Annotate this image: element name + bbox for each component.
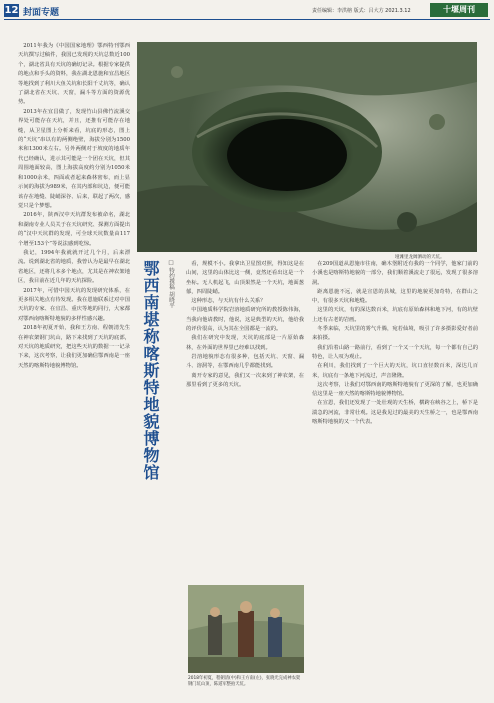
page-header [0, 0, 494, 20]
paragraph: 这次考察，让我们对鄂西南的喀斯特地貌有了更深的了解，也更加确信这里是一座天然的喀斯特地貌博物馆。 [312, 381, 478, 398]
paragraph: 中国地质科学院岩溶地质研究所的教授陈伟海，当我向他请教时，他说，这是典型的天坑，他给我的评价很高，认为其在全国都是一流的。 [186, 307, 304, 333]
paragraph: 在宣恩，我们还发现了一处壮观的天生桥，横跨在峡谷之上，桥下是湍急的河流，非常壮观。这是我见过的最美的天生桥之一，也是鄂西南喀斯特地貌的又一个代表。 [312, 400, 478, 426]
paragraph: 2013年在宜昌做了，发现竹山县佛竹流溪交界处可能存在天坑，并且，还推有可能存在地缝，从卫星图上分析来看，坑底的形态，图上的“天坑”串以有的两侧绝壁，海拔分别为1500米和1300米左右。另外两侧对于坡度的地质年代已经确认，进示其可能是一个团在天坑，但其周围地面较高，图上海拔高度约分别为1050米和1000余米，四面或者起来森林密布，而上显示间的海拔为989米，在其内部和坑边，便可能该存在地缝、陡峭深谷、后来，联起了两次，感觉只是个梦想。 [18, 108, 130, 209]
section-title: 封面专题 [23, 8, 60, 18]
paragraph: 冬季来临，天坑里的雾气升腾，宛若仙境，吸引了许多摄影爱好者前来拍摄。 [312, 326, 478, 342]
page-number: 12 [4, 5, 19, 16]
paragraph: 2018年初夏开始，我和王方南、程朝清先生在神农架钢门坑山，路下来找到了天坑的底部，对天坑的地质研究，把这些天坑的数据一一记录下来，这次考察，让我们更加确信鄂西南是一座天然的喀斯特地貌博物馆。 [18, 325, 130, 369]
left-column [18, 42, 130, 692]
title-block [139, 260, 179, 550]
paragraph: 距离恩施不远，就是宣恩的县城，这里的地貌更加奇特，在群山之中，有很多天坑和地缝。 [312, 288, 478, 305]
paragraph: 看，规模不小。我拿出卫星图对照，得知这是在山间，这里的山体比这一侧，竟然还看出这是一个坐标。无人机起飞，山顶果然是一个天坑，地面葱郁，四周陡峭。 [186, 261, 304, 295]
paragraph: 这里的天坑，有的深达数百米，坑底有原始森林和地下河，有的坑壁上还有古老的岩画。 [312, 307, 478, 323]
paragraph: 岩溶地貌形态有很多种，包括天坑、天窗、漏斗、溶洞等，在鄂西南几乎都能找到。 [186, 353, 304, 370]
paragraph: 2017年，可惜中国天坑的发现研究体系，在更多相关地点有待发现。我在恩施联系过对中国天坑的专家、在宜昌、重庆等地的同行，大家都对鄂西南喀斯特地貌的多样性感兴趣。 [18, 287, 130, 322]
sinkhole-caption: 垭滩里龙阔洒动的天坑。 [395, 255, 445, 260]
editor-credits: 责任编辑：李洪榕 版式：吕大方 2021.3.12 [312, 8, 411, 14]
middle-column [186, 260, 304, 390]
team-caption: 2018年初夏，程朝清(中)和王方南(左)，张晓光完成神农架钢门坑山顶，陈道军整拍天坑。 [188, 676, 301, 687]
paragraph: 离开专家的意见，我们又一次来到了神农架，在那里看到了更多的天坑。 [186, 372, 304, 388]
paragraph: 这种形态，与天坑有什么关系？ [191, 298, 266, 305]
paragraph: 我记，1994年我就就开过几个月，后来漂流。说到湖北省的地质，我曾认为是最早在湖北省地区，还将几本多个地点，尤其是在神农架地区，我目前在近几年的天坑探险。 [18, 249, 130, 285]
right-column [312, 260, 478, 695]
paragraph: 在209国道从恩施市往南，确木堡附近有我的一个同学，他家门前的小溪也是喀斯特地貌的一部分，我们顺着溪流走了很远，发现了很多溶洞。 [312, 261, 478, 286]
paper-name: 十堰周刊 [430, 3, 488, 17]
paragraph: 在利川，我们找到了一个巨大的天坑，坑口直径数百米，深达几百米，坑底有一条地下河流过，声音隆隆。 [312, 363, 478, 379]
article-byline: □ 特约撰稿 胡晓平 [168, 260, 174, 308]
header-rule [4, 19, 490, 20]
paragraph: 2016年，陕西汉中天坑群发布被命名，湖北和湖南专业人员关于在天坑研究、探测方面提出的“汉中天坑群的发现，可全球天坑数量由117个增至153个”等说法感到吃惊。 [18, 212, 130, 247]
team-photo [188, 585, 304, 673]
sinkhole-photo [137, 42, 477, 252]
article-title: 鄂西南堪称喀斯特地貌博物馆 [141, 260, 160, 481]
paragraph: 我们沿着山路一路前行，看到了一个又一个天坑，每一个都有自己的特色，让人叹为观止。 [312, 344, 478, 360]
paragraph: 2011年我为《中国国家地理》鄂西特刊鄂西天坑撰写过稿件，我国已发现的天坑总数近100个，湖北省具有天坑的确切记录。根据专家提供的地点和手头的资料，我在湖北恩施和宜昌地区等地找到了利川大鱼关坑和长阳千丈坑等，确认了湖北省在天坑、天窗，漏斗等方面的资源优势。 [18, 43, 130, 106]
paragraph: 我们在研究中发现，天坑的底部是一片原始森林，在外面的世界里已经难以找到。 [186, 335, 304, 351]
